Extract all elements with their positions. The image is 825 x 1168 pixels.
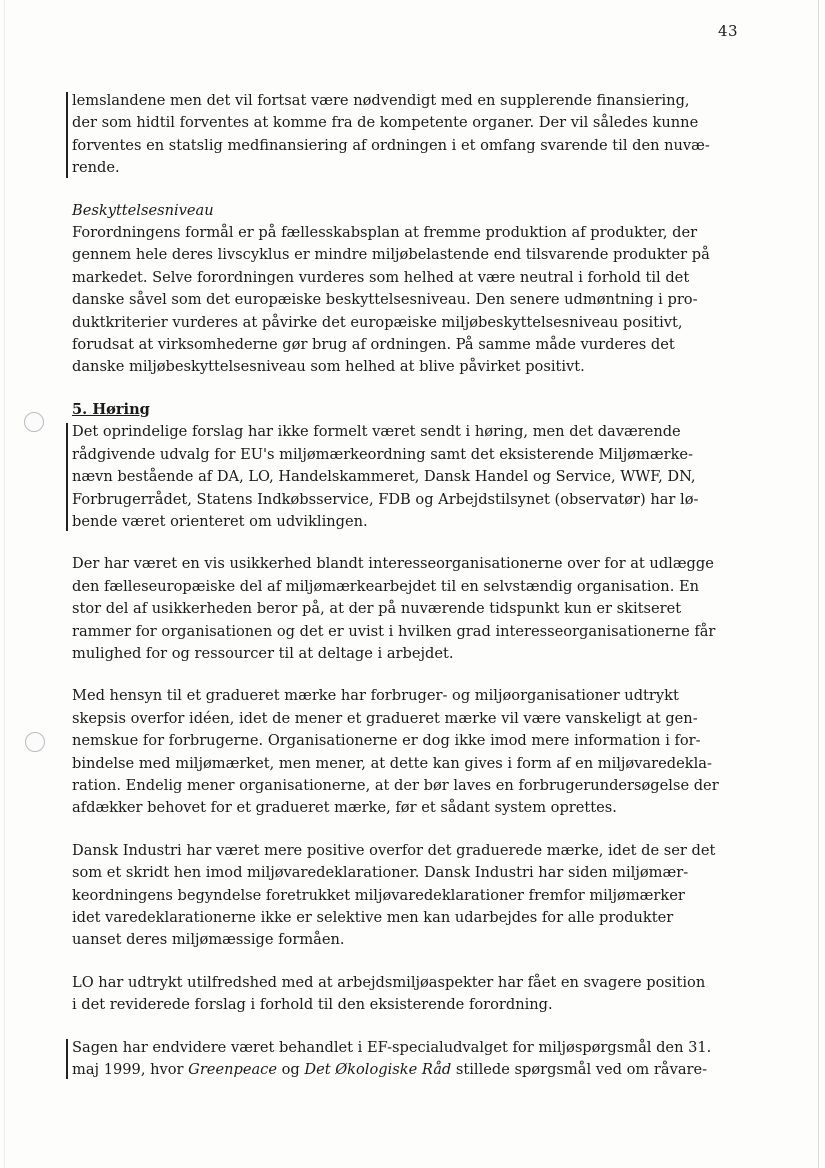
text-line: i det reviderede forslag i forhold til den eksisterende forordning. (72, 996, 553, 1014)
page-right-edge (818, 0, 819, 1168)
text-line: Forbrugerrådet, Statens Indkøbsservice, FDB og Arbejdstilsynet (observatør) har lø- (72, 490, 699, 508)
text-line: keordningens begyndelse foretrukket miljøvaredeklarationer fremfor miljømærker (72, 886, 685, 904)
text-run: stillede spørgsmål ved om råvare- (451, 1061, 708, 1079)
text-line: som et skridt hen imod miljøvaredeklarationer. Dansk Industri har siden miljømær- (72, 864, 689, 882)
text-line: den fælleseuropæiske del af miljømærkearbejdet til en selvstændig organisation. En (72, 577, 700, 595)
text-line: danske miljøbeskyttelsesniveau som helhed at blive påvirket positivt. (72, 358, 585, 376)
section-horing (72, 399, 742, 421)
paragraph-gradueret-maerke (72, 685, 742, 819)
text-line: rammer for organisationen og det er uvist i hvilken grad interesseorganisationerne får (72, 622, 716, 640)
text-run: maj 1999, hvor (72, 1061, 189, 1079)
text-line: mulighed for og ressourcer til at deltage i arbejdet. (72, 644, 454, 662)
text-line: der som hidtil forventes at komme fra de kompetente organer. Der vil således kunne (72, 114, 699, 132)
paragraph-ef-specialudvalget (72, 1037, 742, 1082)
text-line: afdækker behovet for et gradueret mærke, før et sådant system oprettes. (72, 799, 617, 817)
text-line: Der har været en vis usikkerhed blandt interesseorganisationerne over for at udlægge (72, 555, 714, 573)
text-line: Det oprindelige forslag har ikke formelt været sendt i høring, men det daværende (72, 423, 681, 441)
organization-name-greenpeace: Greenpeace (188, 1061, 277, 1079)
paragraph-dansk-industri (72, 840, 742, 952)
page-left-edge (4, 0, 5, 1168)
text-line: forudsat at virksomhederne gør brug af ordningen. På samme måde vurderes det (72, 336, 675, 354)
text-line: LO har udtrykt utilfredshed med at arbejdsmiljøaspekter har fået en svagere position (72, 973, 706, 991)
text-line: duktkriterier vurderes at påvirke det europæiske miljøbeskyttelsesniveau positivt, (72, 313, 683, 331)
page-number: 43 (718, 22, 739, 40)
text-line: stor del af usikkerheden beror på, at der på nuværende tidspunkt kun er skitseret (72, 600, 682, 618)
paragraph-usikkerhed (72, 553, 742, 665)
paragraph-lo (72, 972, 742, 1017)
paragraph-continuation (72, 90, 742, 180)
text-line: ration. Endelig mener organisationerne, at der bør laves en forbrugerundersøgelse der (72, 776, 719, 794)
paragraph-horing-intro (72, 421, 742, 533)
text-line: lemslandene men det vil fortsat være nødvendigt med en supplerende finansiering, (72, 92, 690, 109)
text-line: gennem hele deres livscyklus er mindre miljøbelastende end tilsvarende produkter på (72, 246, 710, 264)
punch-hole-bottom (25, 732, 45, 752)
text-line: nemskue for forbrugerne. Organisationerne er dog ikke imod mere information i for- (72, 732, 701, 750)
punch-hole-top (24, 412, 44, 432)
text-line: Med hensyn til et gradueret mærke har forbruger- og miljøorganisationer udtrykt (72, 687, 679, 705)
organization-name-okologiske-raad: Det Økologiske Råd (304, 1061, 452, 1079)
text-line: Forordningens formål er på fællesskabsplan at fremme produktion af produkter, der (72, 224, 698, 242)
text-line: idet varedeklarationerne ikke er selektive men kan udarbejdes for alle produkter (72, 909, 674, 926)
text-line-mixed (72, 1059, 742, 1081)
paragraph-beskyttelsesniveau (72, 200, 742, 379)
text-line: danske såvel som det europæiske beskyttelsesniveau. Den senere udmøntning i pro- (72, 291, 698, 309)
text-line: rende. (72, 159, 120, 177)
document-body (72, 90, 742, 1101)
text-line: Sagen har endvidere været behandlet i EF-specialudvalget for miljøspørgsmål den 31. (72, 1038, 712, 1056)
text-line: uanset deres miljømæssige formåen. (72, 931, 345, 949)
text-line: rådgivende udvalg for EU's miljømærkeordning samt det eksisterende Miljømærke- (72, 445, 694, 463)
section-heading: 5. Høring (72, 400, 150, 418)
subheading: Beskyttelsesniveau (72, 201, 214, 219)
text-line: forventes en statslig medfinansiering af ordningen i et omfang svarende til den nuvæ- (72, 136, 710, 154)
text-line: nævn bestående af DA, LO, Handelskammeret, Dansk Handel og Service, WWF, DN, (72, 468, 696, 486)
text-line: markedet. Selve forordningen vurderes som helhed at være neutral i forhold til det (72, 268, 690, 286)
text-line: bindelse med miljømærket, men mener, at dette kan gives i form af en miljøvaredekla- (72, 754, 712, 772)
text-line: Dansk Industri har været mere positive overfor det graduerede mærke, idet de ser det (72, 841, 716, 859)
text-line: skepsis overfor idéen, idet de mener et gradueret mærke vil være vanskeligt at gen- (72, 709, 698, 727)
text-line: bende været orienteret om udviklingen. (72, 512, 368, 530)
text-run: og (276, 1061, 305, 1079)
